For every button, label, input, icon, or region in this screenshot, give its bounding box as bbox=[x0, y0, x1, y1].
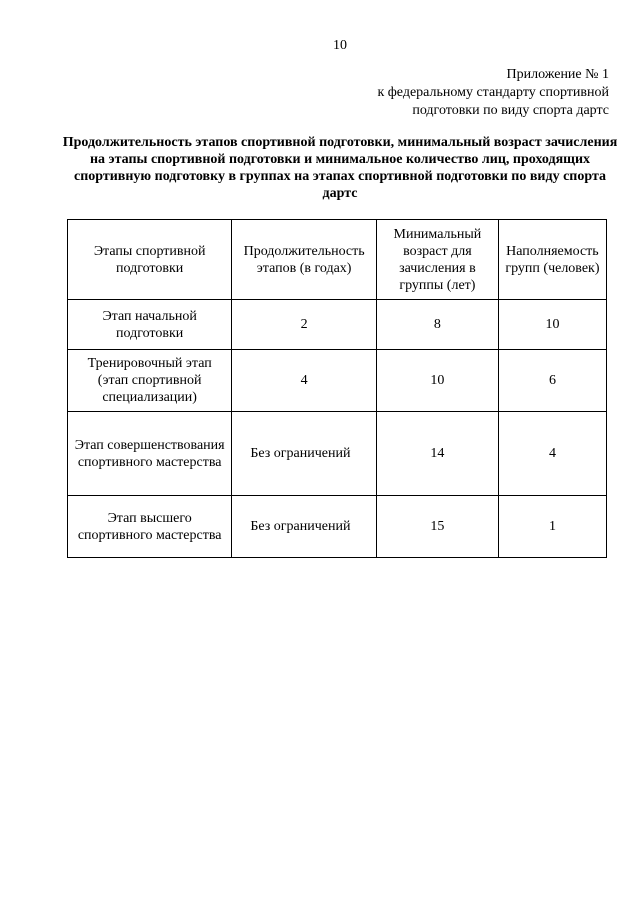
cell-stage: Тренировочный этап (этап спортивной специализации) bbox=[68, 350, 232, 412]
stages-table bbox=[67, 219, 607, 558]
cell-group-size: 1 bbox=[498, 496, 606, 558]
cell-stage: Этап совершенствования спортивного мастерства bbox=[68, 412, 232, 496]
table-row bbox=[68, 412, 607, 496]
cell-min-age: 14 bbox=[376, 412, 498, 496]
page-number: 10 bbox=[333, 38, 347, 53]
cell-duration: 2 bbox=[232, 300, 377, 350]
cell-group-size: 4 bbox=[498, 412, 606, 496]
cell-group-size: 10 bbox=[498, 300, 606, 350]
cell-group-size: 6 bbox=[498, 350, 606, 412]
cell-min-age: 8 bbox=[376, 300, 498, 350]
cell-min-age: 15 bbox=[376, 496, 498, 558]
header-min-age: Минимальный возраст для зачисления в группы (лет) bbox=[376, 220, 498, 300]
table-header-row bbox=[68, 220, 607, 300]
header-group-size: Наполняемость групп (человек) bbox=[498, 220, 606, 300]
table-row bbox=[68, 350, 607, 412]
table-row bbox=[68, 300, 607, 350]
appendix-line-3: подготовки по виду спорта дартс bbox=[412, 103, 609, 118]
cell-duration: Без ограничений bbox=[232, 496, 377, 558]
appendix-line-2: к федеральному стандарту спортивной bbox=[377, 85, 609, 100]
appendix-line-1: Приложение № 1 bbox=[506, 67, 609, 82]
appendix-note bbox=[377, 66, 609, 120]
cell-stage: Этап начальной подготовки bbox=[68, 300, 232, 350]
header-stage: Этапы спортивной подготовки bbox=[68, 220, 232, 300]
cell-duration: 4 bbox=[232, 350, 377, 412]
table-row bbox=[68, 496, 607, 558]
document-title: Продолжительность этапов спортивной подготовки, минимальный возраст зачисления на этапы спортивной подготовки и минимальное количество лиц, проходящих спортивную подготовку в группах на этапах спортивной подготовки по виду спорта дартс bbox=[62, 135, 618, 201]
cell-stage: Этап высшего спортивного мастерства bbox=[68, 496, 232, 558]
header-duration: Продолжительность этапов (в годах) bbox=[232, 220, 377, 300]
cell-duration: Без ограничений bbox=[232, 412, 377, 496]
cell-min-age: 10 bbox=[376, 350, 498, 412]
